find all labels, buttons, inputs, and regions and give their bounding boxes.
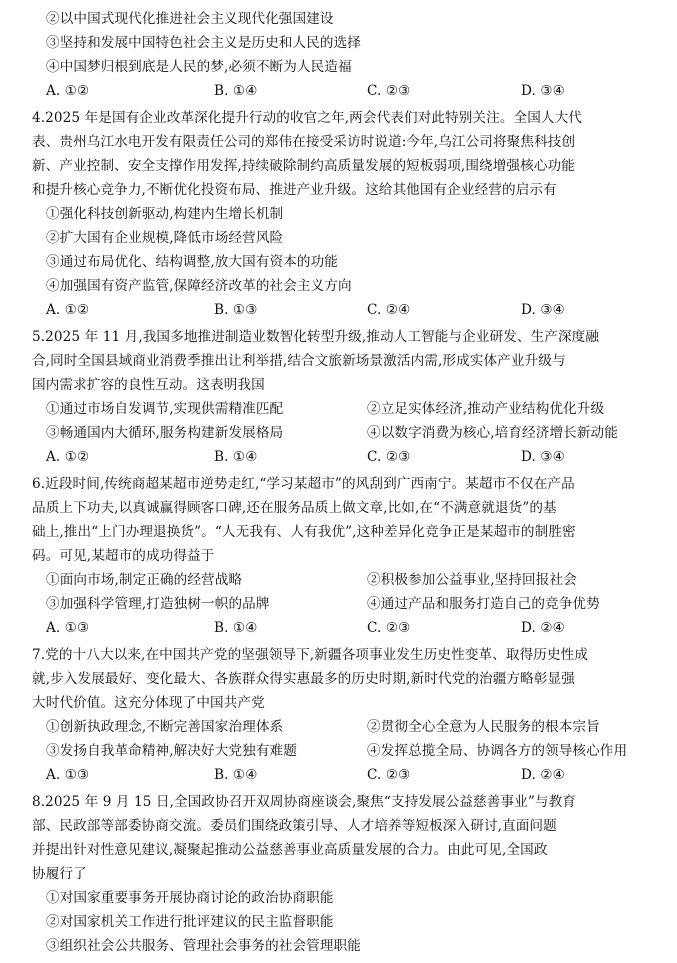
q3-choice-d[interactable]: D. ③④ bbox=[521, 83, 565, 99]
q4-stem-line: 新、产业控制、安全支撑作用发挥,持续破除制约高质量发展的短板弱项,围绕增强核心功能 bbox=[32, 158, 575, 174]
q6-stem-line: 码。可见,某超市的成功得益于 bbox=[32, 548, 215, 564]
q7-option-4: ④发挥总揽全局、协调各方的领导核心作用 bbox=[367, 743, 628, 759]
q4-choice-c[interactable]: C. ②④ bbox=[367, 302, 411, 318]
q7-options-row-2 bbox=[0, 739, 677, 763]
q6-choice-d[interactable]: D. ②④ bbox=[521, 620, 565, 636]
q8-stem-line: 并提出针对性意见建议,凝聚起推动公益慈善事业高质量发展的合力。由此可见,全国政 bbox=[32, 842, 548, 858]
q8-stem-line: 8.2025 年 9 月 15 日,全国政协召开双周协商座谈会,聚焦“支持发展公益慈善事业”与教育 bbox=[32, 794, 576, 810]
q7-stem-line: 7.党的十八大以来,在中国共产党的坚强领导下,新疆各项事业发生历史性变革、取得历史性成 bbox=[32, 647, 589, 663]
q5-option-2: ②立足实体经济,推动产业结构优化升级 bbox=[367, 401, 605, 417]
q3-option-4: ④中国梦归根到底是人民的梦,必须不断为人民造福 bbox=[46, 59, 352, 75]
q5-options-row-1 bbox=[0, 397, 677, 421]
q7-choice-a[interactable]: A. ①③ bbox=[46, 767, 90, 783]
q7-option-3: ③发扬自我革命精神,解决好大党独有难题 bbox=[46, 743, 297, 759]
q6-choice-c[interactable]: C. ②③ bbox=[367, 620, 411, 636]
q8-stem-line: 协履行了 bbox=[32, 866, 87, 882]
q4-option-1: ①强化科技创新驱动,构建内生增长机制 bbox=[46, 206, 284, 222]
q6-stem-line: 础上,推出“上门办理退换货”。“人无我有、人有我优”,这种差异化竞争正是某超市的制胜密 bbox=[32, 524, 576, 540]
q6-option-2: ②积极参加公益事业,坚持回报社会 bbox=[367, 572, 577, 588]
q5-stem-line: 5.2025 年 11 月,我国多地推进制造业数智化转型升级,推动人工智能与企业研发、生产深度融 bbox=[32, 329, 600, 345]
q4-option-3: ③通过布局优化、结构调整,放大国有资本的功能 bbox=[46, 254, 338, 270]
q5-choices bbox=[0, 445, 677, 469]
q5-choice-d[interactable]: D. ③④ bbox=[521, 449, 565, 465]
q5-stem-line: 合,同时全国县域商业消费季推出让利举措,结合文旅新场景激活内需,形成实体产业升级与 bbox=[32, 353, 566, 369]
q5-option-1: ①通过市场自发调节,实现供需精准匹配 bbox=[46, 401, 284, 417]
q4-stem-line: 4.2025 年是国有企业改革深化提升行动的收官之年,两会代表们对此特别关注。全国人大代 bbox=[32, 110, 582, 126]
q5-options-row-2 bbox=[0, 421, 677, 445]
q4-stem-line: 表、贵州乌江水电开发有限责任公司的郑伟在接受采访时说道:今年,乌江公司将聚焦科技创 bbox=[32, 134, 576, 150]
q4-stem-line: 和提升核心竞争力,不断优化投资布局、推进产业升级。这给其他国有企业经营的启示有 bbox=[32, 182, 557, 198]
q3-choice-b[interactable]: B. ①④ bbox=[214, 83, 258, 99]
q6-choice-b[interactable]: B. ①④ bbox=[214, 620, 258, 636]
q3-choices bbox=[0, 79, 677, 103]
q4-choices bbox=[0, 298, 677, 322]
q7-choice-b[interactable]: B. ①④ bbox=[214, 767, 258, 783]
q7-choices bbox=[0, 763, 677, 787]
q4-choice-b[interactable]: B. ①③ bbox=[214, 302, 258, 318]
q8-option-2: ②对国家机关工作进行批评建议的民主监督职能 bbox=[46, 914, 334, 930]
q6-option-4: ④通过产品和服务打造自己的竞争优势 bbox=[367, 596, 600, 612]
q7-stem-line: 就,步入发展最好、变化最大、各族群众得实惠最多的历史时期,新时代党的治疆方略彰显强 bbox=[32, 671, 575, 687]
q6-choice-a[interactable]: A. ①③ bbox=[46, 620, 90, 636]
q6-options-row-2 bbox=[0, 592, 677, 616]
q3-choice-a[interactable]: A. ①② bbox=[46, 83, 90, 99]
q8-option-1: ①对国家重要事务开展协商讨论的政治协商职能 bbox=[46, 890, 334, 906]
q4-option-2: ②扩大国有企业规模,降低市场经营风险 bbox=[46, 230, 284, 246]
q3-option-3: ③坚持和发展中国特色社会主义是历史和人民的选择 bbox=[46, 35, 361, 51]
q7-option-1: ①创新执政理念,不断完善国家治理体系 bbox=[46, 719, 284, 735]
q8-option-3: ③组织社会公共服务、管理社会事务的社会管理职能 bbox=[46, 938, 361, 954]
q7-stem-line: 大时代价值。这充分体现了中国共产党 bbox=[32, 695, 265, 711]
q7-choice-d[interactable]: D. ②④ bbox=[521, 767, 565, 783]
q5-choice-c[interactable]: C. ②③ bbox=[367, 449, 411, 465]
q5-stem-line: 国内需求扩容的良性互动。这表明我国 bbox=[32, 377, 265, 393]
q5-option-3: ③畅通国内大循环,服务构建新发展格局 bbox=[46, 425, 284, 441]
q7-option-2: ②贯彻全心全意为人民服务的根本宗旨 bbox=[367, 719, 600, 735]
q6-option-3: ③加强科学管理,打造独树一帜的品牌 bbox=[46, 596, 270, 612]
q6-stem-line: 6.近段时间,传统商超某超市逆势走红,“学习某超市”的风刮到广西南宁。某超市不仅在产品 bbox=[32, 476, 575, 492]
q7-choice-c[interactable]: C. ②③ bbox=[367, 767, 411, 783]
q6-choices bbox=[0, 616, 677, 640]
q6-option-1: ①面向市场,制定正确的经营战略 bbox=[46, 572, 243, 588]
q4-choice-d[interactable]: D. ③④ bbox=[521, 302, 565, 318]
q4-choice-a[interactable]: A. ①② bbox=[46, 302, 90, 318]
q3-choice-c[interactable]: C. ②③ bbox=[367, 83, 411, 99]
q5-option-4: ④以数字消费为核心,培育经济增长新动能 bbox=[367, 425, 618, 441]
q3-option-2: ②以中国式现代化推进社会主义现代化强国建设 bbox=[46, 11, 334, 27]
q7-options-row-1 bbox=[0, 715, 677, 739]
q6-stem-line: 品质上下功夫,以真诚赢得顾客口碑,还在服务品质上做文章,比如,在“不满意就退货”的基 bbox=[32, 500, 557, 516]
q5-choice-b[interactable]: B. ①④ bbox=[214, 449, 258, 465]
q5-choice-a[interactable]: A. ①② bbox=[46, 449, 90, 465]
q8-stem-line: 部、民政部等部委协商交流。委员们围绕政策引导、人才培养等短板深入研讨,直面问题 bbox=[32, 818, 557, 834]
q4-option-4: ④加强国有资产监管,保障经济改革的社会主义方向 bbox=[46, 278, 352, 294]
q6-options-row-1 bbox=[0, 568, 677, 592]
